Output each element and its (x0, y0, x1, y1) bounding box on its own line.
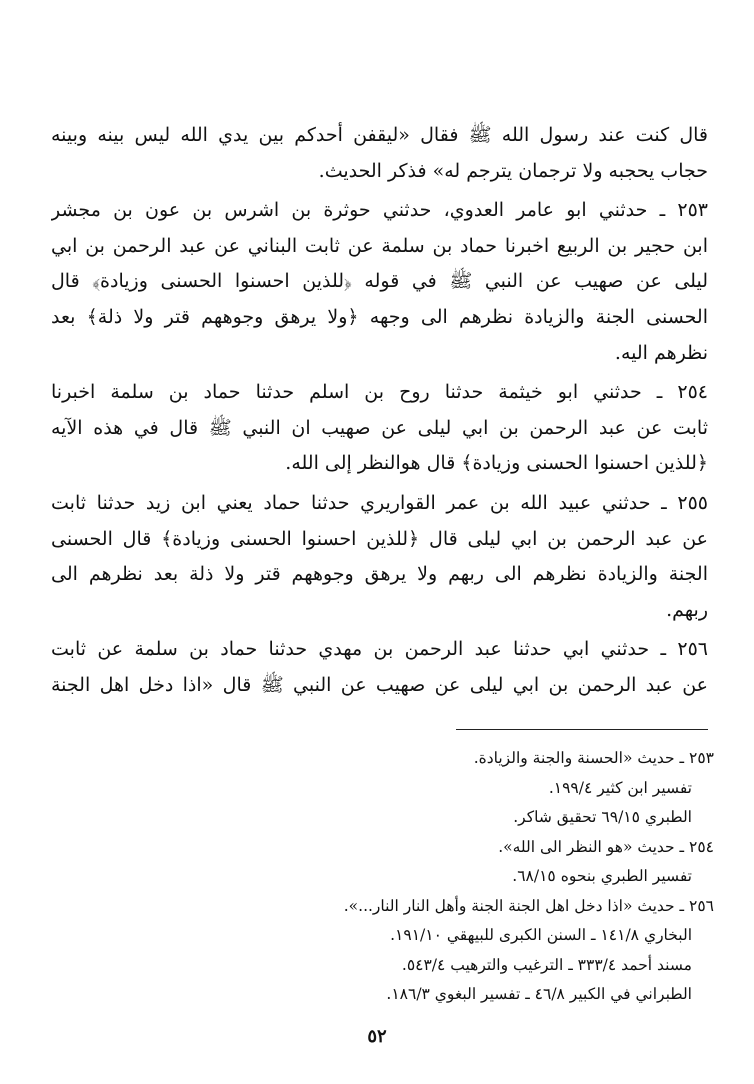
text-line: الحسنى الجنة والزيادة نظرهم الى وجهه ﴿ولا يرهق وجوههم قتر ولا ذلة﴾ بعد (51, 305, 708, 328)
footnote-line: الطبراني في الكبير ٤٦/٨ ـ تفسير البغوي ١٨٦/٣. (386, 985, 692, 1003)
footnote-256: ٢٥٦ ـ حديث «اذا دخل اهل الجنة الجنة وأهل النار النار...». (343, 896, 714, 915)
footnote-line: الطبري ٦٩/١٥ تحقيق شاكر. (513, 808, 692, 826)
hadith-256-start: ٢٥٦ ـ حدثني ابي حدثنا عبد الرحمن بن مهدي حدثنا حماد بن سلمة عن ثابت (51, 638, 708, 661)
footnote-253: ٢٥٣ ـ حديث «الحسنة والجنة والزيادة. (473, 749, 714, 767)
text-line: الجنة والزيادة نظرهم الى ربهم ولا يرهق وجوههم قتر ولا ذلة بعد نظرهم الى (51, 563, 708, 586)
footnote-254: ٢٥٤ ـ حديث «هو النظر الى الله». (498, 837, 714, 856)
hadith-253-start: ٢٥٣ ـ حدثني ابو عامر العدوي، حدثني حوثرة بن اشرس بن عون بن مجشر (51, 199, 708, 222)
footnote-divider (456, 729, 708, 730)
text-line: ربهم. (666, 598, 708, 621)
text-line: حجاب يحجبه ولا ترجمان يترجم له» فذكر الحديث. (318, 159, 708, 182)
text-line: ليلى عن صهيب عن النبي ﷺ في قوله ﴿للذين احسنوا الحسنى وزيادة﴾ قال (51, 270, 708, 293)
hadith-254-start: ٢٥٤ ـ حدثني ابو خيثمة حدثنا روح بن اسلم حدثنا حماد بن سلمة اخبرنا (51, 381, 708, 404)
text-line: ﴿للذين احسنوا الحسنى وزيادة﴾ قال هوالنظر إلى الله. (285, 452, 708, 475)
text-line: ابن حجير بن الربيع اخبرنا حماد بن سلمة عن ثابت البناني عن عبد الرحمن بن ابي (51, 234, 708, 257)
footnote-line: تفسير الطبري بنحوه ٦٨/١٥. (512, 867, 692, 885)
text-line: عن عبد الرحمن بن ابي ليلى قال ﴿للذين احسنوا الحسنى وزيادة﴾ قال الحسنى (51, 527, 708, 550)
footnote-line: البخاري ١٤١/٨ ـ السنن الكبرى للبيهقي ١٩١/١٠. (390, 926, 692, 944)
page-number: ٥٢ (367, 1026, 387, 1047)
main-text (51, 118, 708, 704)
footnote-line: تفسير ابن كثير ١٩٩/٤. (548, 778, 692, 797)
hadith-255-start: ٢٥٥ ـ حدثني عبيد الله بن عمر القواريري حدثنا حماد يعني ابن زيد حدثنا ثابت (51, 491, 708, 514)
footnote-line: مسند أحمد ٣٣٣/٤ ـ الترغيب والترهيب ٥٤٣/٤. (401, 955, 692, 974)
text-line: نظرهم اليه. (614, 341, 708, 364)
text-line: عن عبد الرحمن بن ابي ليلى عن صهيب عن النبي ﷺ قال «اذا دخل اهل الجنة (51, 673, 708, 696)
footnotes (284, 744, 714, 1010)
text-line: قال كنت عند رسول الله ﷺ فقال «ليقفن أحدكم بين يدي الله ليس بينه وبينه (51, 124, 708, 146)
text-line: ثابت عن عبد الرحمن بن ابي ليلى عن صهيب ان النبي ﷺ قال في هذه الآيه (51, 416, 708, 439)
